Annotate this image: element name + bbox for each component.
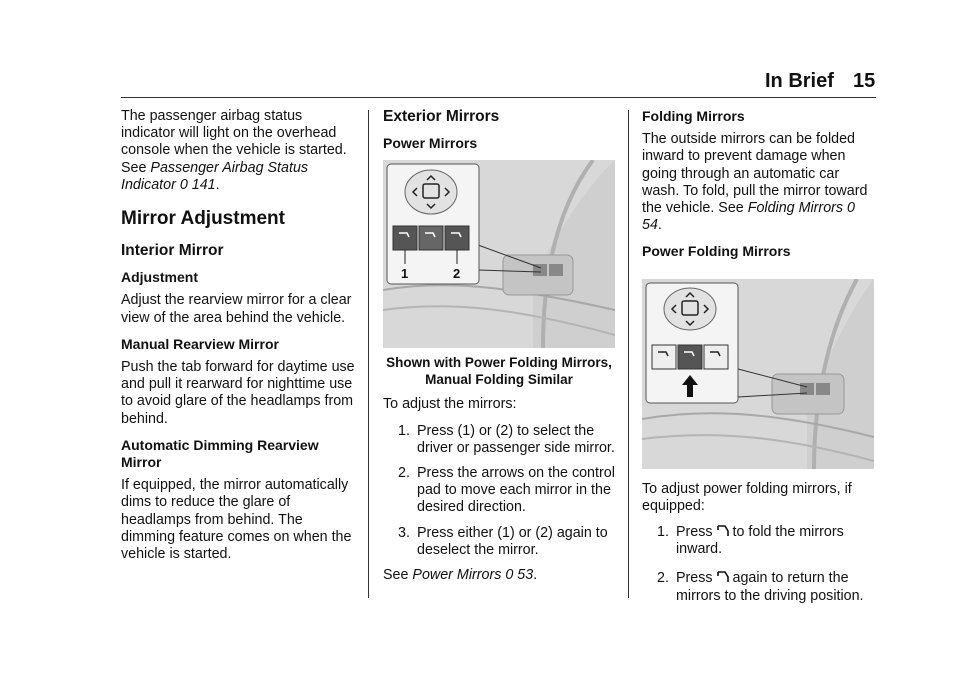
- figure-label-2: 2: [453, 266, 461, 282]
- mirror-fold-icon: [717, 570, 729, 584]
- fold-step-1: 1. Press to fold the mirrors inward.: [657, 524, 844, 558]
- heading-manual-rearview: Manual Rearview Mirror: [121, 335, 279, 352]
- door-panel-drawing: [383, 160, 615, 348]
- folding-paragraph: The outside mirrors can be folded inward to prevent damage when going through an automatic car wash. To fold, pull the mirror toward the vehicle. See Folding Mirrors 0 54.: [642, 131, 868, 234]
- power-mirrors-ref-page[interactable]: 0 53: [505, 567, 534, 584]
- step-1: 1. Press (1) or (2) to select the driver or passenger side mirror.: [398, 422, 615, 456]
- step-2: 2. Press the arrows on the control pad to move each mirror in the desired direction.: [398, 465, 615, 516]
- column-2: [383, 108, 615, 593]
- see-power-mirrors: See Power Mirrors 0 53.: [383, 567, 538, 584]
- adjust-steps: [383, 423, 615, 559]
- folding-ref-link[interactable]: Folding Mirrors: [747, 200, 844, 217]
- auto-text: If equipped, the mirror automatically dims to reduce the glare of headlamps from behind. The dimming feature comes on when the vehicle is started.: [121, 477, 352, 563]
- figure-caption: Shown with Power Folding Mirrors, Manual Folding Similar: [386, 355, 612, 388]
- figure-label-1: 1: [401, 266, 409, 282]
- heading-power-mirrors: Power Mirrors: [383, 135, 478, 152]
- heading-auto-dimming: Automatic Dimming Rearview Mirror: [121, 436, 319, 471]
- step-3: 3. Press either (1) or (2) again to deselect the mirror.: [398, 524, 608, 558]
- page-number: 15: [853, 70, 876, 92]
- page-header: [0, 66, 880, 96]
- heading-exterior-mirrors: Exterior Mirrors: [383, 108, 500, 125]
- adjustment-text: Adjust the rearview mirror for a clear view of the area behind the vehicle.: [121, 292, 352, 326]
- heading-folding-mirrors: Folding Mirrors: [642, 108, 745, 124]
- heading-interior-mirror: Interior Mirror: [121, 242, 224, 260]
- folding-ref-page[interactable]: 0 54: [642, 200, 855, 234]
- fold-step-2: 2. Press again to return the mirrors to the driving position.: [657, 570, 864, 604]
- adjust-intro: To adjust the mirrors:: [383, 396, 517, 413]
- door-panel-folding-drawing: [642, 279, 874, 469]
- section-title: In Brief: [765, 70, 834, 92]
- power-mirrors-ref-link[interactable]: Power Mirrors: [412, 567, 502, 584]
- column-divider-2: [628, 110, 629, 598]
- airbag-paragraph: The passenger airbag status indicator will light on the overhead console when the vehicle is started. See Passenger Airbag Status Indicator 0 141.: [121, 108, 347, 193]
- mirror-fold-icon: [717, 524, 729, 538]
- power-folding-illustration: [642, 279, 874, 469]
- heading-power-folding: Power Folding Mirrors: [642, 243, 791, 260]
- airbag-ref-page[interactable]: 0 141: [179, 176, 216, 193]
- heading-adjustment: Adjustment: [121, 269, 198, 286]
- heading-mirror-adjustment: Mirror Adjustment: [121, 208, 285, 230]
- power-mirror-illustration: [383, 160, 615, 348]
- column-3: [642, 108, 876, 613]
- airbag-ref-link[interactable]: Passenger Airbag Status Indicator: [121, 159, 309, 193]
- power-folding-intro: To adjust power folding mirrors, if equipped:: [642, 480, 852, 514]
- manual-text: Push the tab forward for daytime use and pull it rearward for nighttime use to avoid glare of the headlamps from behind.: [121, 359, 355, 427]
- column-1: [121, 108, 357, 572]
- column-divider-1: [368, 110, 369, 598]
- header-rule: [121, 97, 876, 98]
- power-folding-steps: [642, 524, 876, 605]
